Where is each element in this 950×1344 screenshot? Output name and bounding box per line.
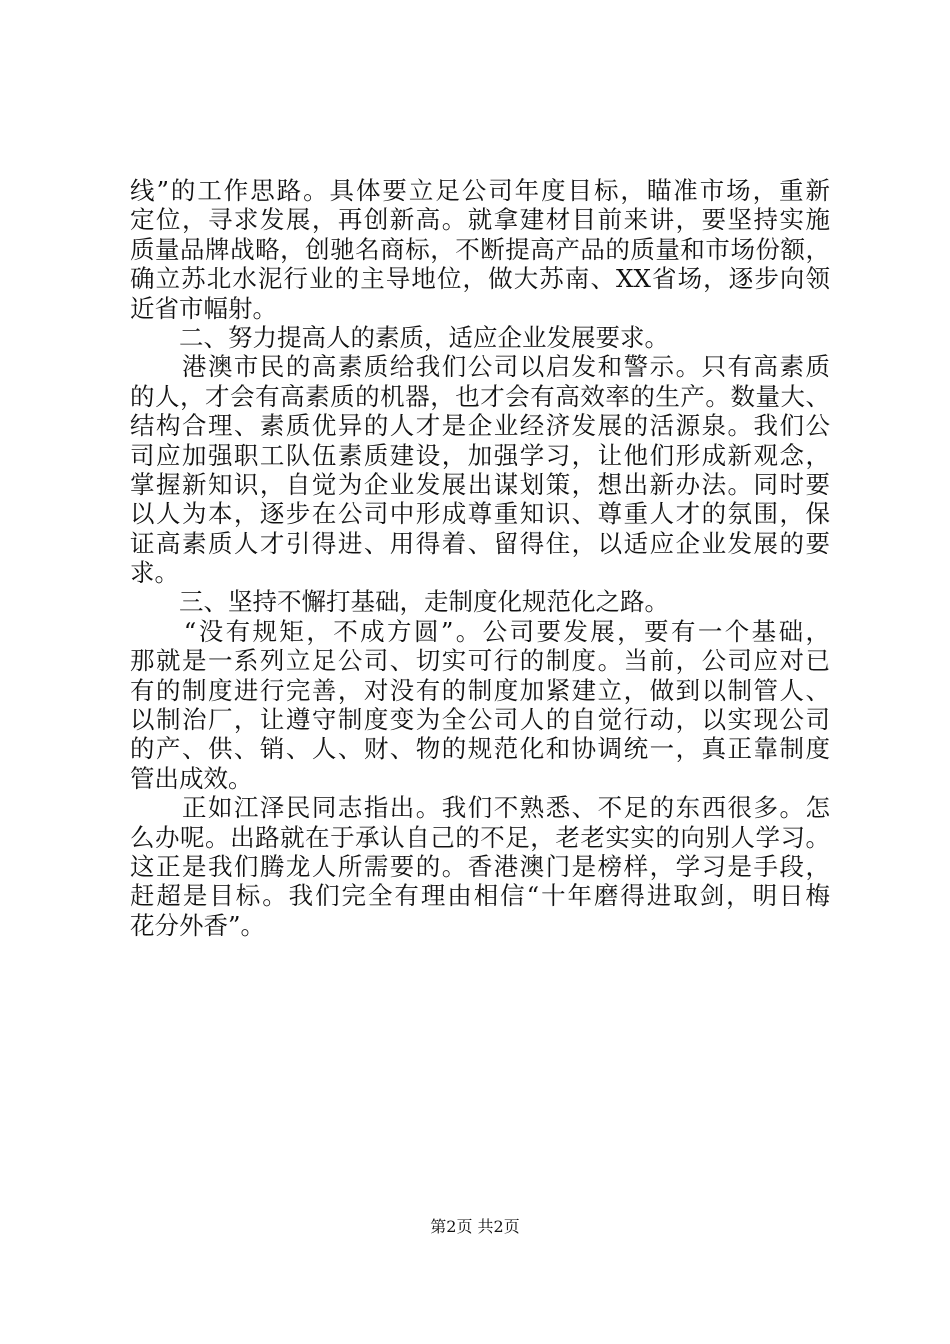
text-line: 以制治厂，让遵守制度变为全公司人的自觉行动，以实现公司 [130, 705, 830, 735]
section-heading-2 [130, 323, 830, 352]
text-line: 正如江泽民同志指出。我们不熟悉、不足的东西很多。怎 [130, 793, 830, 823]
text-line: 确立苏北水泥行业的主导地位，做大苏南、XX省场，逐步向领 [130, 264, 830, 294]
text-line: 司应加强职工队伍素质建设，加强学习，让他们形成新观念， [130, 440, 830, 470]
text-line: 赶超是目标。我们完全有理由相信“十年磨得进取剑，明日梅 [130, 881, 830, 911]
text-line: 定位，寻求发展，再创新高。就拿建材目前来讲，要坚持实施 [130, 205, 830, 235]
text-line: “没有规矩，不成方圆”。公司要发展，要有一个基础， [130, 616, 830, 646]
text-line: 的产、供、销、人、财、物的规范化和协调统一，真正靠制度 [130, 734, 830, 764]
text-line: 线”的工作思路。具体要立足公司年度目标，瞄准市场，重新 [130, 176, 830, 205]
section-heading: 三、坚持不懈打基础，走制度化规范化之路。 [130, 587, 669, 617]
text-line: 么办呢。出路就在于承认自己的不足，老老实实的向别人学习。 [130, 822, 830, 852]
page-number-footer: 第2页 共2页 [430, 1217, 520, 1236]
text-line: 的人，才会有高素质的机器，也才会有高效率的生产。数量大、 [130, 381, 830, 411]
text-line: 证高素质人才引得进、用得着、留得住，以适应企业发展的要 [130, 528, 830, 558]
paragraph-1 [130, 176, 830, 323]
text-line: 这正是我们腾龙人所需要的。香港澳门是榜样，学习是手段， [130, 851, 830, 881]
paragraph-6 [130, 793, 830, 940]
document-body [130, 176, 830, 940]
section-heading-3 [130, 587, 830, 616]
section-heading: 二、努力提高人的素质，适应企业发展要求。 [130, 322, 669, 352]
text-line: 那就是一系列立足公司、切实可行的制度。当前，公司应对已 [130, 646, 830, 676]
text-line: 求。 [130, 558, 179, 588]
text-line: 掌握新知识，自觉为企业发展出谋划策，想出新办法。同时要 [130, 469, 830, 499]
text-line: 港澳市民的高素质给我们公司以启发和警示。只有高素质 [130, 352, 830, 382]
text-line: 质量品牌战略，创驰名商标，不断提高产品的质量和市场份额， [130, 234, 830, 264]
text-line: 管出成效。 [130, 763, 253, 793]
paragraph-3 [130, 352, 830, 587]
text-line: 有的制度进行完善，对没有的制度加紧建立，做到以制管人、 [130, 675, 830, 705]
paragraph-5 [130, 617, 830, 793]
text-line: 以人为本，逐步在公司中形成尊重知识、尊重人才的氛围，保 [130, 499, 830, 529]
text-line: 结构合理、素质优异的人才是企业经济发展的活源泉。我们公 [130, 411, 830, 441]
text-line: 花分外香”。 [130, 910, 266, 940]
text-line: 近省市幅射。 [130, 293, 277, 323]
